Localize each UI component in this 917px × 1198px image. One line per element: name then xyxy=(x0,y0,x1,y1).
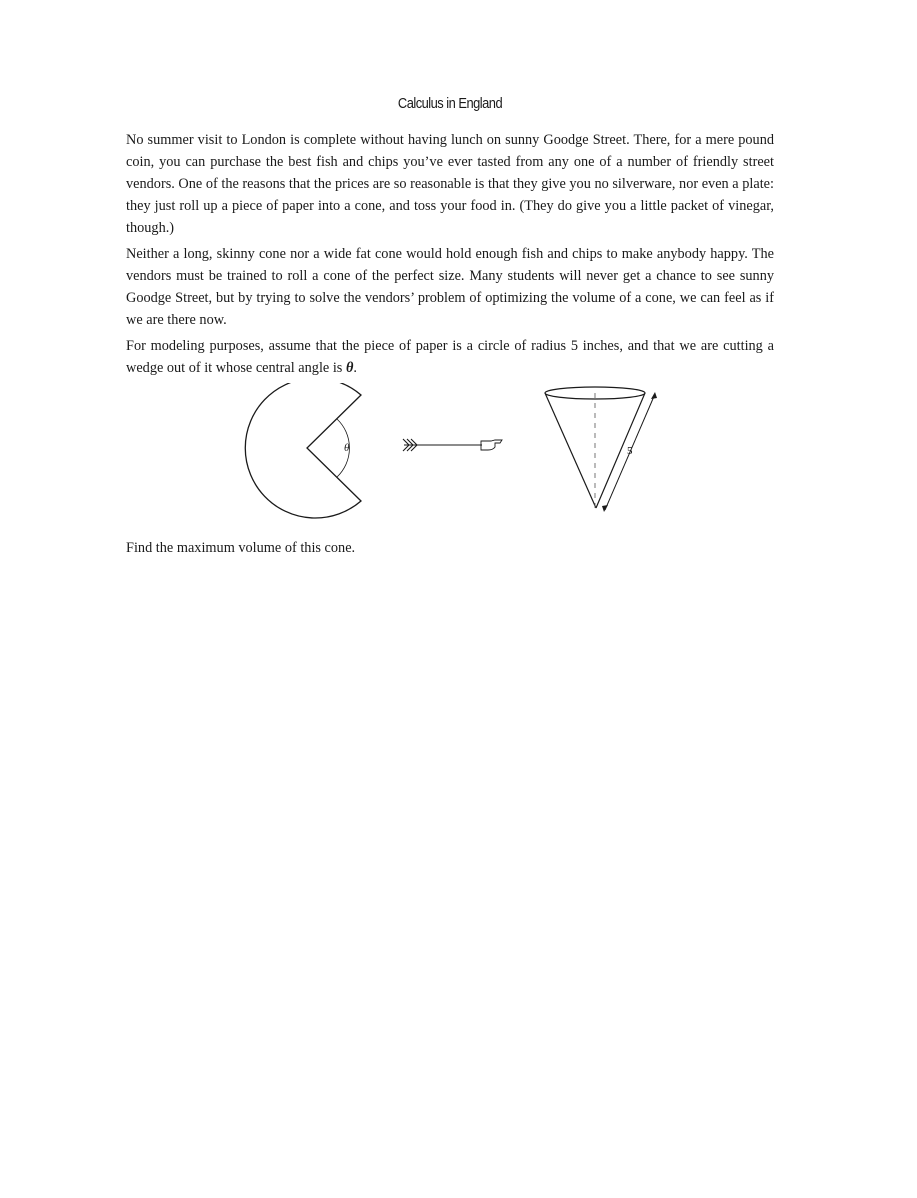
document-page xyxy=(126,94,774,559)
cone-figure xyxy=(126,383,774,533)
angle-label: θ xyxy=(344,442,350,454)
figure-svg xyxy=(126,383,774,533)
transform-arrow-icon xyxy=(403,439,502,451)
slant-label: 5 xyxy=(627,445,633,457)
question-text: Find the maximum volume of this cone. xyxy=(126,540,356,556)
angle-symbol: θ xyxy=(345,360,354,376)
modeling-text: For modeling purposes, assume that the piece of paper is a circle of radius 5 inches, and that we are cutting a wedge out of it whose central angle is xyxy=(126,338,774,376)
paragraph-intro: No summer visit to London is complete without having lunch on sunny Goodge Street. There, for a mere pound coin, you can purchase the best fish and chips you’ve ever tasted from any one of a number of friendly street vendors. One of the reasons that the prices are so reasonable is that they give you no silverware, nor even a plate: they just roll up a piece of paper into a cone, and toss your food in. (They do give you a little packet of vinegar, though.) xyxy=(126,132,774,236)
paragraph-modeling xyxy=(126,335,774,379)
document-title: Calculus in England xyxy=(397,95,503,112)
modeling-end: . xyxy=(353,360,357,376)
paragraph-problem: Neither a long, skinny cone nor a wide fat cone would hold enough fish and chips to make anybody happy. The vendors must be trained to roll a cone of the perfect size. Many students will never get a chance to see sunny Goodge Street, but by trying to solve the vendors’ problem of optimizing the volume of a cone, we can feel as if we are there now. xyxy=(126,246,774,328)
